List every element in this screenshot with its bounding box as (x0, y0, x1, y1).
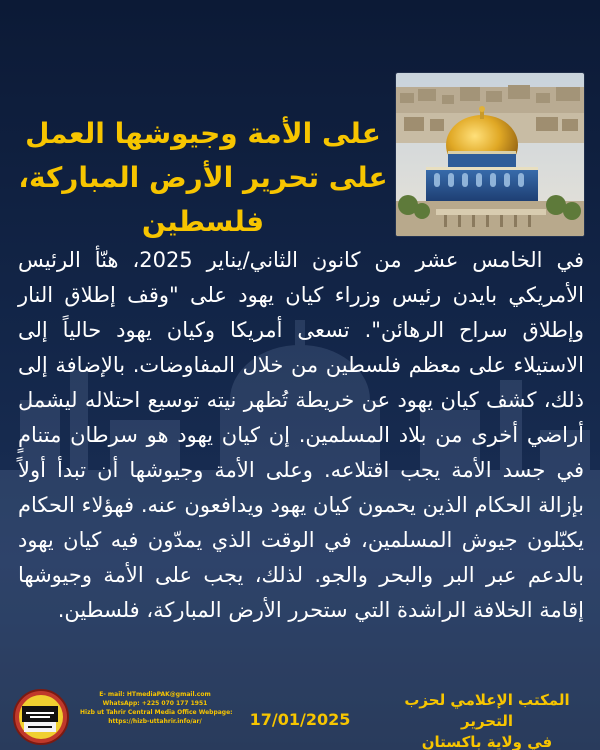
office-name-line-2: في ولاية باكستان (421, 733, 553, 750)
contact-webpage-label: Hizb ut Tahrir Central Media Office Webpage: (80, 709, 233, 716)
footer (0, 686, 600, 750)
contact-email: E- mail: HTmediaPAK@gmail.com (99, 691, 211, 698)
contact-webpage-url[interactable]: https://hizb-uttahrir.info/ar/ (108, 718, 202, 725)
office-name-line-1: المكتب الإعلامي لحزب التحرير (404, 691, 570, 730)
hizb-ut-tahrir-flag-logo (12, 688, 70, 746)
page-title: على الأمة وجيوشها العمل على تحرير الأرض المباركة، فلسطين (18, 117, 388, 238)
dome-of-the-rock-photo (396, 73, 584, 236)
media-office-name (392, 690, 582, 750)
contact-info (80, 690, 233, 726)
article-body: في الخامس عشر من كانون الثاني/يناير 2025، هنّأ الرئيس الأمريكي بايدن رئيس وزراء كيان يهود على "وقف إطلاق النار وإطلاق سراح الرهائن". تسعى أمريكا وكيان يهود حالياً إلى الاستيلاء على معظم فلسطين من خلال المفاوضات. بالإضافة إلى ذلك، كشف كيان يهود عن خريطة تُظهر نيته توسيع احتلاله ليشمل أراضي أخرى من بلاد المسلمين. إن كيان يهود هو سرطان متنامٍ في جسد الأمة يجب اقتلاعه. وعلى الأمة وجيوشها أن تبدأ أولاً بإزالة الحكام الذين يحمون كيان يهود ويدافعون عنه. فهؤلاء الحكام يكبّلون جيوش المسلمين، في الوقت الذي يمدّون فيه كيان يهود بالدعم عبر البر والبحر والجو. لذلك، يجب على الأمة وجيوشها إقامة الخلافة الراشدة التي ستحرر الأرض المباركة، فلسطين. (18, 248, 584, 622)
contact-whatsapp: WhatsApp: +225 070 177 1951 (102, 700, 208, 707)
release-date: 17/01/2025 (249, 710, 351, 729)
